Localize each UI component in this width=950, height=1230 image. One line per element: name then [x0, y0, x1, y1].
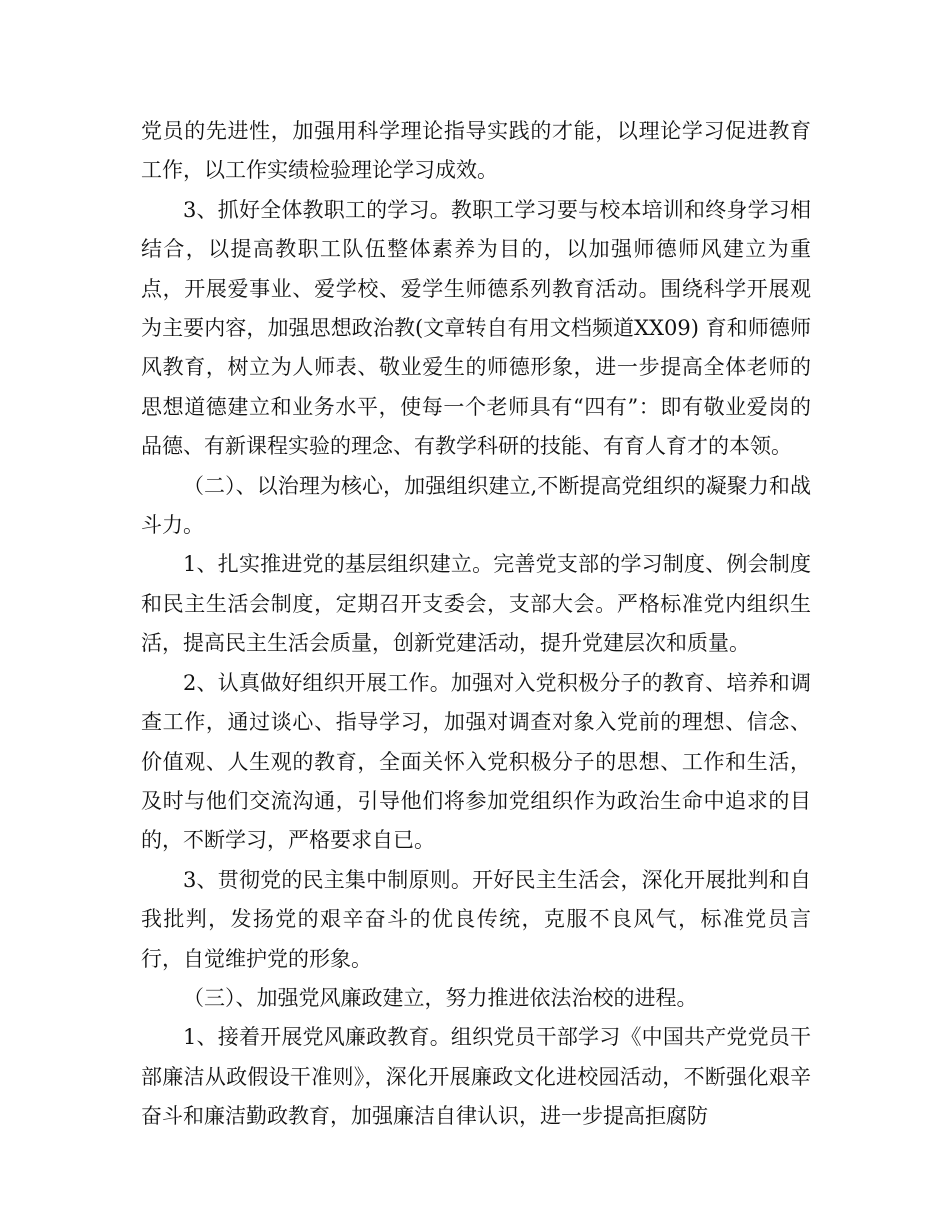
section-heading-2: （二）、以治理为核心，加强组织建立,不断提高党组织的凝聚力和战斗力。 [141, 473, 811, 538]
paragraph-item-3-staff-study: 3、抓好全体教职工的学习。教职工学习要与校本培训和终身学习相结合，以提高教职工队伍整体素养为目的，以加强师德师风建立为重点，开展爱事业、爱学校、爱学生师德系列教育活动。围绕科学开展观为主要内容，加强思想政治教(文章转自有用文档频道XX09) 育和师德师风教育，树立为人师表、敬业爱生的师德形象，进一步提高全体老师的思想道德建立和业务水平，使每一个老师具有“四有”：即有敬业爱岗的品德、有新课程实验的理念、有教学科研的技能、有育人育才的本领。 [141, 197, 811, 459]
paragraph-item-1-grassroots-organization: 1、扎实推进党的基层组织建立。完善党支部的学习制度、例会制度和民主生活会制度，定期召开支委会，支部大会。严格标准党内组织生活，提高民主生活会质量，创新党建活动，提升党建层次和质量。 [141, 552, 811, 656]
paragraph-continuation: 党员的先进性，加强用科学理论指导实践的才能，以理论学习促进教育工作，以工作实绩检验理论学习成效。 [141, 119, 811, 183]
section-heading-3: （三）、加强党风廉政建立，努力推进依法治校的进程。 [183, 985, 698, 1010]
paragraph-item-2-organization-development: 2、认真做好组织开展工作。加强对入党积极分子的教育、培养和调查工作，通过谈心、指导学习，加强对调查对象入党前的理想、信念、价值观、人生观的教育，全面关怀入党积极分子的思想、工作和生活，及时与他们交流沟通，引导他们将参加党组织作为政治生命中追求的目的，不断学习，严格要求自已。 [141, 670, 811, 853]
paragraph-item-1-integrity-education: 1、接着开展党风廉政教育。组织党员干部学习《中国共产党党员干部廉洁从政假设干准则》，深化开展廉政文化进校园活动，不断强化艰辛奋斗和廉洁勤政教育，加强廉洁自律认识，进一步提高拒腐防 [141, 1025, 811, 1129]
paragraph-item-3-democratic-centralism: 3、贯彻党的民主集中制原则。开好民主生活会，深化开展批判和自我批判，发扬党的艰辛奋斗的优良传统，克服不良风气，标准党员言行，自觉维护党的形象。 [141, 867, 811, 971]
document-page [141, 112, 811, 1137]
